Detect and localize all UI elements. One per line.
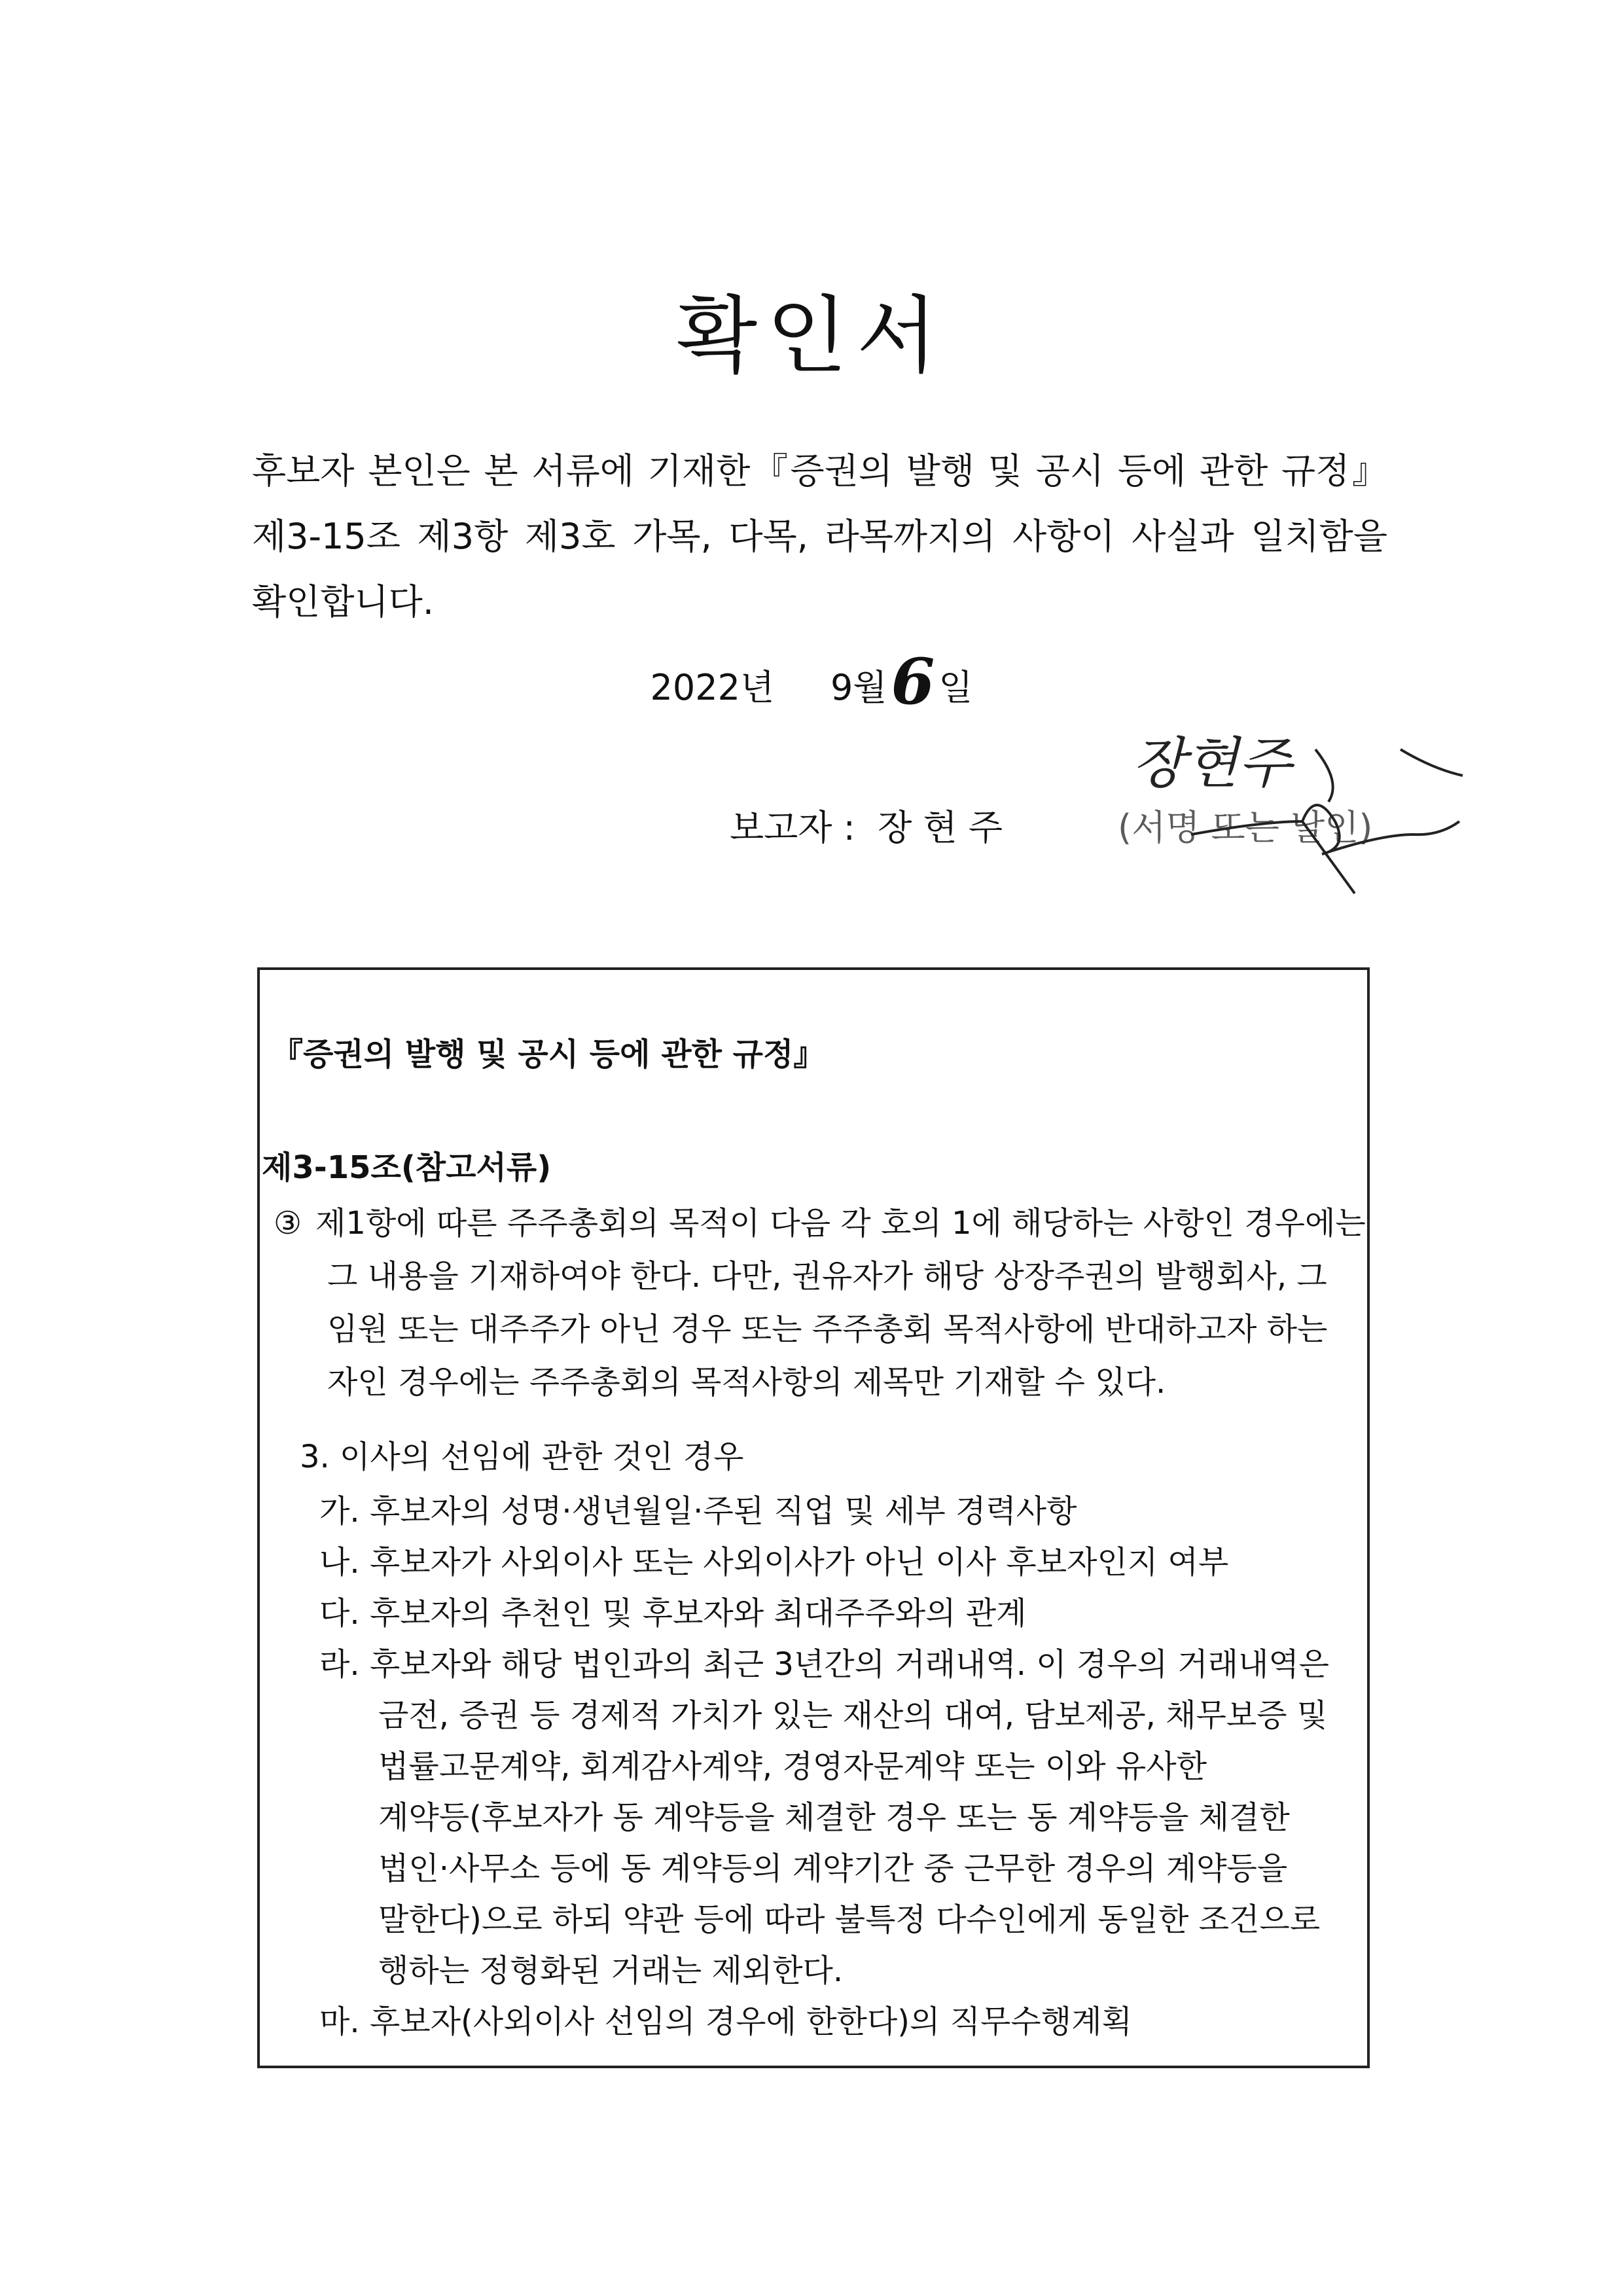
subitem-ma: 마. 후보자(사외이사 선임의 경우에 한한다)의 직무수행계획: [319, 2003, 1132, 2040]
paragraph-number: ③: [274, 1205, 302, 1242]
subitem-ra-continuation: 법률고문계약, 회계감사계약, 경영자문계약 또는 이와 유사한: [378, 1748, 1207, 1785]
paragraph-line: 자인 경우에는 주주총회의 목적사항의 제목만 기재할 수 있다.: [327, 1364, 1166, 1401]
signature-handwritten-name: 장현주: [1132, 731, 1292, 795]
document-date: [0, 645, 1623, 719]
date-day-handwritten: 6: [891, 645, 935, 719]
date-month: 9월: [830, 667, 887, 708]
article-heading: 제3-15조(참고서류): [262, 1149, 552, 1186]
paragraph-line: 임원 또는 대주주가 아닌 경우 또는 주주총회 목적사항에 반대하고자 하는: [327, 1311, 1328, 1348]
signature-tag: (서명 또는 날인): [1118, 807, 1373, 848]
reporter-name: 장 현 주: [878, 807, 1003, 848]
subitem-ra-continuation: 말한다)으로 하되 약관 등에 따라 불특정 다수인에게 동일한 조건으로: [378, 1901, 1321, 1938]
reporter-line: [730, 800, 1003, 850]
item-3: 3. 이사의 선임에 관한 것인 경우: [300, 1439, 744, 1475]
subitem-na: 나. 후보자가 사외이사 또는 사외이사가 아닌 이사 후보자인지 여부: [319, 1544, 1229, 1581]
subitem-ra-continuation: 계약등(후보자가 동 계약등을 체결한 경우 또는 동 계약등을 체결한: [378, 1799, 1290, 1836]
subitem-da: 다. 후보자의 추천인 및 후보자와 최대주주와의 관계: [319, 1595, 1027, 1632]
reporter-label: 보고자 :: [730, 807, 855, 848]
paragraph-line: 제1항에 따른 주주총회의 목적이 다음 각 호의 1에 해당하는 사항인 경우에는: [315, 1205, 1366, 1242]
regulation-title: 『증권의 발행 및 공시 등에 관한 규정』: [272, 1036, 825, 1073]
subitem-ra-continuation: 법인·사무소 등에 동 계약등의 계약기간 중 근무한 경우의 계약등을: [378, 1850, 1288, 1887]
document-title: 확인서: [676, 287, 947, 385]
paragraph-line: 그 내용을 기재하여야 한다. 다만, 권유자가 해당 상장주권의 발행회사, 그: [327, 1258, 1327, 1295]
subitem-ga: 가. 후보자의 성명·생년월일·주된 직업 및 세부 경력사항: [319, 1493, 1077, 1530]
subitem-ra-continuation: 행하는 정형화된 거래는 제외한다.: [378, 1952, 844, 1989]
handwritten-signature: [1106, 723, 1472, 920]
confirmation-statement: 후보자 본인은 본 서류에 기재한『증권의 발행 및 공시 등에 관한 규정』제3-15조 제3항 제3호 가목, 다목, 라목까지의 사항이 사실과 일치함을 확인합니다.: [252, 450, 1387, 622]
subitem-ra-continuation: 금전, 증권 등 경제적 가치가 있는 재산의 대여, 담보제공, 채무보증 및: [378, 1697, 1328, 1734]
subitem-ra: 라. 후보자와 해당 법인과의 최근 3년간의 거래내역. 이 경우의 거래내역은: [319, 1646, 1330, 1683]
date-day-suffix: 일: [938, 667, 973, 708]
date-year: 2022년: [650, 667, 775, 708]
